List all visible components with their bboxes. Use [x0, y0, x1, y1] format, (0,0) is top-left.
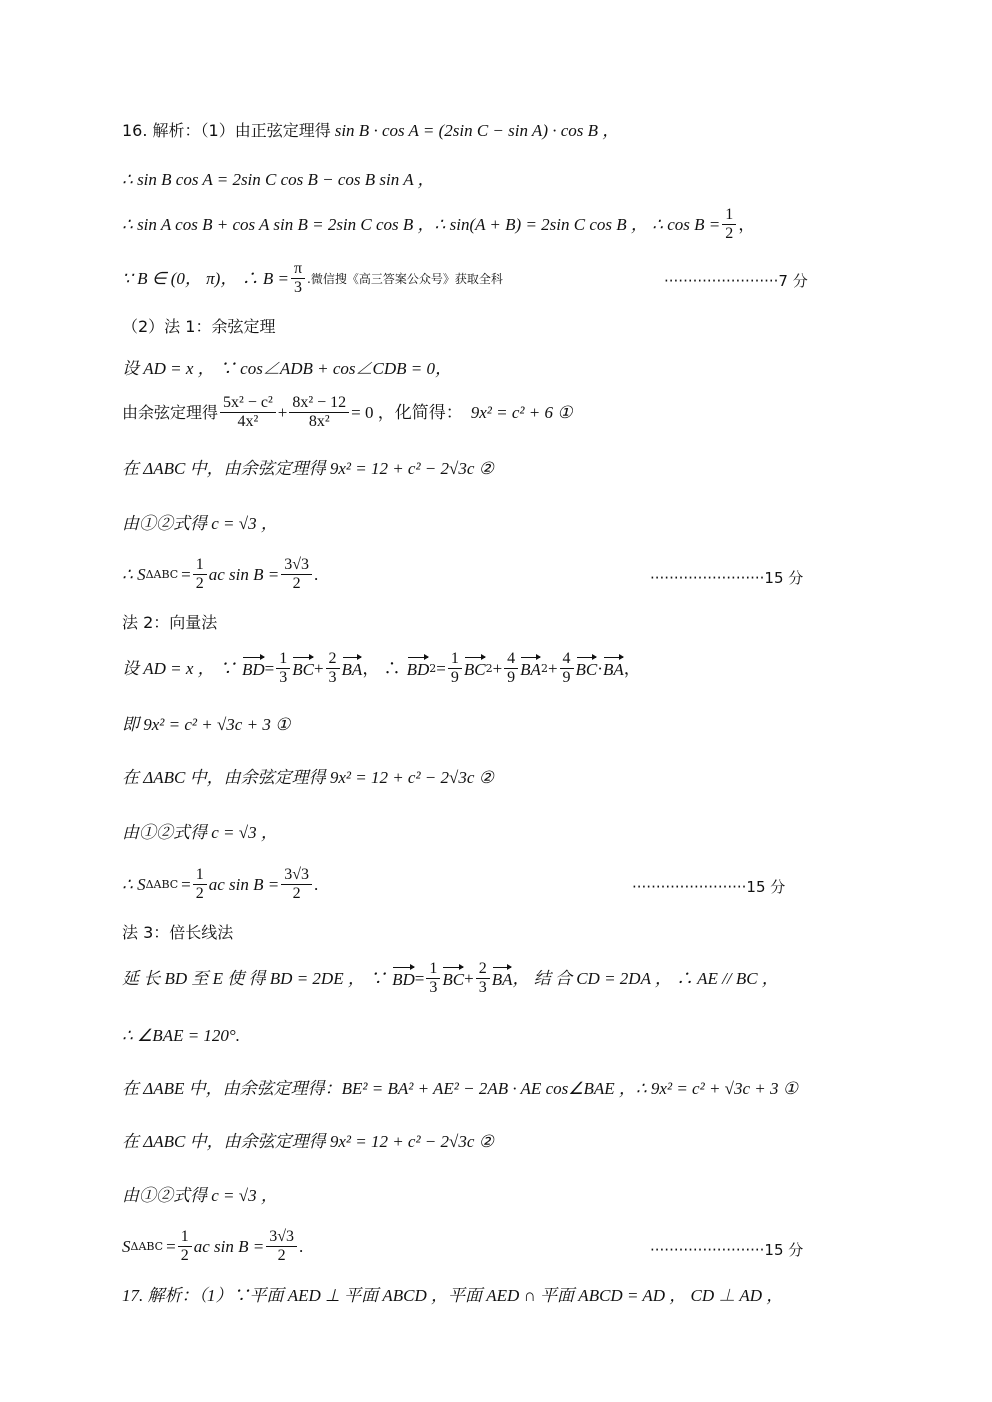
numerator: 8x² − 12	[289, 394, 349, 413]
denominator: 3	[279, 669, 288, 686]
equation-line-7	[122, 394, 572, 431]
vector-ba: BA	[492, 966, 513, 991]
fraction	[291, 260, 305, 297]
vector-bd: BD	[392, 966, 415, 991]
denominator: 2	[725, 225, 734, 242]
equation-line-13	[122, 714, 290, 736]
punctuation: .	[298, 1236, 304, 1256]
vector-ba: BA	[520, 656, 541, 681]
method-1-heading	[122, 316, 275, 338]
equation-line-21	[122, 1131, 494, 1153]
operator: =	[166, 1236, 176, 1256]
equation-line-22	[122, 1185, 278, 1207]
equation-line-20	[122, 1078, 798, 1100]
fraction	[193, 866, 207, 903]
equation: S	[122, 1236, 131, 1256]
equation: 设 AD = x ， ∵ cos∠ADB + cos∠CDB = 0，	[122, 359, 452, 378]
fraction	[220, 394, 276, 431]
equation-line-15	[122, 822, 278, 844]
numerator: 2	[326, 650, 340, 669]
numerator: 3√3	[266, 1228, 297, 1247]
denominator: 2	[180, 1247, 189, 1264]
equation: 17. 解析：（1）∵平面 AED ⊥ 平面 ABCD ，平面 AED ∩ 平面 ABCD = AD ， CD ⊥ AD ，	[122, 1286, 784, 1305]
fraction	[281, 556, 312, 593]
equation: ac sin B =	[208, 874, 280, 894]
numerator: π	[291, 260, 305, 279]
vector-bd: BD	[407, 656, 430, 681]
operator: =	[181, 564, 191, 584]
numerator: 1	[448, 650, 462, 669]
equation: 由①②式得 c = √3 ，	[122, 514, 278, 533]
numerator: 1	[193, 556, 207, 575]
numerator: 5x² − c²	[220, 394, 276, 413]
fraction	[722, 206, 736, 243]
denominator: 2	[195, 575, 204, 592]
fraction	[289, 394, 349, 431]
numerator: 1	[722, 206, 736, 225]
equation: ， 结 合 CD = 2DA ， ∴ AE // BC ，	[512, 968, 779, 988]
denominator: 2	[277, 1247, 286, 1264]
numerator: 4	[560, 650, 574, 669]
equation: 在 ΔABE 中，由余弦定理得：BE² = BA² + AE² − 2AB · AE cos∠BAE ，∴ 9x² = c² + √3c + 3 ①	[122, 1079, 798, 1098]
equation: 由①②式得 c = √3 ，	[122, 1186, 278, 1205]
vector-ba: BA	[342, 656, 363, 681]
equation-line-14	[122, 767, 494, 789]
numerator: 1	[426, 960, 440, 979]
operator: +	[464, 968, 474, 988]
fraction	[560, 650, 574, 687]
fraction	[448, 650, 462, 687]
operator: +	[277, 402, 288, 422]
punctuation: .	[314, 874, 319, 894]
denominator: 4x²	[237, 413, 259, 430]
operator: +	[547, 658, 558, 678]
equation: ∴ sin A cos B + cos A sin B = 2sin C cos B ，∴ sin(A + B) = 2sin C cos B ， ∴ cos B =	[122, 214, 721, 234]
equation: ∵ B ∈ (0， π)， ∴ B =	[122, 268, 289, 288]
fraction	[281, 866, 312, 903]
equation: 延 长 BD 至 E 使 得 BD = 2DE ， ∵	[122, 968, 387, 988]
numerator: 1	[178, 1228, 192, 1247]
text: （2）法 1：余弦定理	[122, 317, 276, 336]
vector-bc: BC	[442, 966, 464, 991]
vector-bc: BC	[576, 656, 598, 681]
equation: ac sin B =	[193, 1236, 265, 1256]
subscript: ΔABC	[145, 877, 179, 891]
denominator: 9	[562, 669, 571, 686]
text: 16. 解析：（1）由正弦定理得	[122, 121, 331, 140]
score-15: ························15 分	[650, 569, 804, 587]
solution-16-part1-line	[122, 120, 619, 142]
area-result-1	[122, 556, 318, 593]
solution-17-line	[122, 1285, 783, 1307]
operator: =	[181, 874, 191, 894]
denominator: 2	[292, 885, 301, 902]
equation-line-4	[122, 260, 503, 297]
equation-line-8	[122, 458, 494, 480]
equation: sin B · cos A = (2sin C − sin A) · cos B ，	[334, 121, 620, 140]
fraction	[193, 556, 207, 593]
operator: +	[313, 658, 324, 678]
watermark-text: .微信搜《高三答案公众号》获取全科	[307, 271, 503, 286]
fraction	[326, 650, 340, 687]
vector-bc: BC	[292, 656, 314, 681]
numerator: 4	[504, 650, 518, 669]
equation: 在 ΔABC 中，由余弦定理得 9x² = 12 + c² − 2√3c ②	[122, 1132, 494, 1151]
equation: ∴ S	[122, 874, 146, 894]
numerator: 1	[193, 866, 207, 885]
operator: =	[264, 658, 275, 678]
operator: ·	[597, 658, 603, 678]
operator: +	[492, 658, 503, 678]
equation: ac sin B =	[208, 564, 280, 584]
method-2-heading	[122, 612, 217, 634]
equation: 9x² = c² + 6 ①	[470, 402, 573, 422]
text: ， ∴	[362, 658, 401, 678]
vector-bd: BD	[242, 656, 265, 681]
text: 由余弦定理得	[122, 402, 219, 422]
operator: =	[414, 968, 425, 988]
equation: 在 ΔABC 中，由余弦定理得 9x² = 12 + c² − 2√3c ②	[122, 459, 494, 478]
punctuation: ，	[738, 214, 756, 234]
area-result-3	[122, 1228, 303, 1265]
text: 法 2：向量法	[122, 613, 218, 632]
equation: 由①②式得 c = √3 ，	[122, 823, 278, 842]
equation: ∴ ∠BAE = 120°.	[122, 1026, 240, 1045]
vector-ba: BA	[603, 656, 624, 681]
equation-line-9	[122, 513, 278, 535]
angle-line	[122, 1025, 240, 1047]
vector-bc: BC	[464, 656, 486, 681]
operator: =	[436, 658, 446, 678]
denominator: 3	[294, 279, 302, 296]
numerator: 3√3	[281, 866, 312, 885]
equation: ∴ S	[122, 564, 146, 584]
denominator: 8x²	[308, 413, 330, 430]
equation-line-2	[122, 169, 435, 191]
score-7: ························7 分	[664, 272, 808, 290]
denominator: 9	[450, 669, 459, 686]
numerator: 1	[276, 650, 290, 669]
fraction	[504, 650, 518, 687]
equation: ∴ sin B cos A = 2sin C cos B − cos B sin A ，	[122, 170, 435, 189]
numerator: 2	[476, 960, 490, 979]
score-15: ························15 分	[650, 1241, 804, 1259]
vector-equation-line: 设 AD = x ， ∵ BD = $\frac{1}{3}$ BC + $\frac{2}{3}$ BA ， ∴ BD 2 = $\frac{1}{9}$ BC 2 + $\frac{4}{9}$ BA 2 + $\frac{4}{9}$ BC · BA ，	[122, 650, 641, 686]
denominator: 2	[292, 575, 301, 592]
numerator: 3√3	[281, 556, 312, 575]
equation-line-3	[122, 206, 755, 243]
equation-line-6	[122, 358, 452, 380]
fraction	[178, 1228, 192, 1265]
subscript: ΔABC	[130, 1239, 164, 1253]
equation: 设 AD = x ， ∵	[122, 658, 236, 678]
punctuation: ，	[623, 658, 641, 678]
denominator: 3	[478, 979, 487, 996]
extend-line	[122, 960, 779, 997]
text: = 0 ，化简得：	[351, 402, 463, 422]
method-3-heading	[122, 922, 233, 944]
fraction	[266, 1228, 297, 1265]
punctuation: .	[314, 564, 319, 584]
equation: 在 ΔABC 中，由余弦定理得 9x² = 12 + c² − 2√3c ②	[122, 768, 494, 787]
denominator: 3	[328, 669, 337, 686]
score-15: ························15 分	[632, 878, 786, 896]
denominator: 9	[507, 669, 516, 686]
text: 法 3：倍长线法	[122, 923, 234, 942]
fraction	[276, 650, 290, 687]
equation: 即 9x² = c² + √3c + 3 ①	[122, 715, 291, 734]
subscript: ΔABC	[145, 567, 179, 581]
denominator: 2	[195, 885, 204, 902]
fraction	[476, 960, 490, 997]
fraction	[426, 960, 440, 997]
denominator: 3	[429, 979, 438, 996]
area-result-2	[122, 866, 318, 903]
